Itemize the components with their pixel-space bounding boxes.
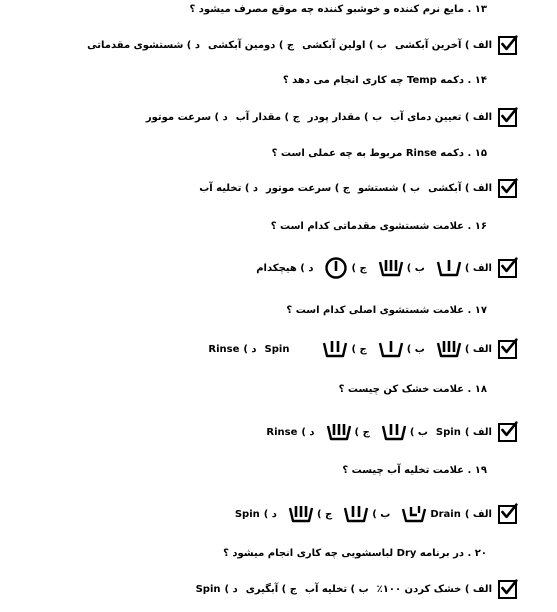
tub-three-bars-icon <box>288 504 314 524</box>
option-b[interactable]: ب ) اولین آبکشی <box>302 40 387 51</box>
option-a[interactable]: الف ) آبکشی <box>428 183 492 194</box>
question-15 <box>20 148 487 159</box>
option-a[interactable] <box>433 258 492 278</box>
option-label: ج ) <box>316 508 333 520</box>
tub-two-bars-icon <box>381 422 407 442</box>
tub-two-bars-icon <box>343 504 369 524</box>
options-15 <box>10 179 517 198</box>
options-13 <box>10 36 517 55</box>
option-c[interactable]: ج ) سرعت موتور <box>266 183 350 194</box>
question-16: ۱۶ . علامت شستشوی مقدماتی کدام است ؟ <box>270 221 487 232</box>
options-17 <box>10 339 517 359</box>
option-word-spin: Spin <box>195 584 221 595</box>
option-a[interactable]: الف ) آخرین آبکشی <box>394 40 492 51</box>
option-c[interactable]: ج ) آبگیری <box>245 584 297 595</box>
option-b[interactable]: ب ) شستشو <box>357 183 421 194</box>
keyword-dry: Dry <box>396 548 417 559</box>
tub-one-bar-icon <box>378 339 404 359</box>
drain-symbol-icon <box>401 504 427 524</box>
option-word-rinse: Rinse <box>266 426 298 438</box>
option-label: ب ) <box>406 343 425 355</box>
option-a[interactable] <box>433 339 492 359</box>
question-text-post: چه کاری انجام می دهد ؟ <box>282 75 404 86</box>
option-word-drain: Drain <box>430 508 461 520</box>
options-19 <box>10 504 517 524</box>
keyword-rinse: Rinse <box>405 148 437 159</box>
option-c[interactable] <box>323 422 370 442</box>
option-word-rinse: Rinse <box>208 343 240 355</box>
option-label: الف ) <box>464 508 492 520</box>
options-20 <box>10 580 517 599</box>
option-word-spin: Spin <box>234 508 260 520</box>
checked-box-icon[interactable] <box>498 36 517 55</box>
question-text-post: لباسشویی چه کاری انجام میشود ؟ <box>223 548 394 559</box>
power-symbol-icon <box>324 256 348 280</box>
question-13: ۱۳ . مایع نرم کننده و خوشبو کننده چه موقع مصرف میشود ؟ <box>189 4 487 15</box>
option-c[interactable] <box>265 339 367 359</box>
question-text-pre: ۲۰ . در برنامه <box>419 548 487 559</box>
tub-three-bars-icon <box>326 422 352 442</box>
option-label: الف ) <box>464 343 492 355</box>
tub-one-bar-icon <box>436 258 462 278</box>
option-c[interactable]: ج ) دومین آبکشی <box>208 40 295 51</box>
option-d[interactable]: د ) شستشوی مقدماتی <box>87 40 200 51</box>
question-text-pre: ۱۴ . دکمه <box>440 75 487 86</box>
option-word-spin: Spin <box>435 426 461 438</box>
checked-box-icon[interactable] <box>498 340 517 359</box>
question-20 <box>20 548 487 559</box>
option-d[interactable] <box>235 509 277 520</box>
question-19: ۱۹ . علامت تخلیه آب چیست ؟ <box>342 465 487 476</box>
option-label: ب ) <box>409 426 428 438</box>
option-a[interactable] <box>436 427 492 438</box>
tub-three-bars-icon <box>378 258 404 278</box>
option-label: ج ) <box>351 343 367 355</box>
options-16 <box>10 256 517 280</box>
option-b[interactable] <box>378 422 428 442</box>
option-label: د ) <box>263 508 277 520</box>
option-label: ب ) <box>372 508 391 520</box>
option-label: ج ) <box>354 426 370 438</box>
question-text-post: مربوط به چه عملی است ؟ <box>271 148 403 159</box>
option-label: الف ) <box>464 426 492 438</box>
option-label: د ) <box>224 584 238 595</box>
option-label: د ) <box>243 343 257 355</box>
options-14 <box>10 108 517 127</box>
option-a[interactable] <box>398 504 492 524</box>
checked-box-icon[interactable] <box>498 423 517 442</box>
option-label: ج ) <box>351 262 367 274</box>
option-a[interactable]: الف ) تعیین دمای آب <box>390 112 492 123</box>
tub-three-bars-icon <box>436 339 462 359</box>
option-b[interactable] <box>375 258 425 278</box>
checked-box-icon[interactable] <box>498 179 517 198</box>
checked-box-icon[interactable] <box>498 108 517 127</box>
option-label: د ) <box>301 426 315 438</box>
question-18: ۱۸ . علامت خشک کن چیست ؟ <box>338 384 487 395</box>
tub-two-bars-icon <box>322 339 348 359</box>
option-b[interactable] <box>375 339 425 359</box>
option-c[interactable] <box>321 256 366 280</box>
checked-box-icon[interactable] <box>498 505 517 524</box>
option-d[interactable]: د ) هیچکدام <box>256 262 314 274</box>
option-word-spin: Spin <box>264 343 290 355</box>
options-18 <box>10 422 517 442</box>
option-b[interactable] <box>340 504 390 524</box>
checked-box-icon[interactable] <box>498 259 517 278</box>
option-d[interactable]: د ) تخلیه آب <box>199 183 259 194</box>
question-17: ۱۷ . علامت شستشوی اصلی کدام است ؟ <box>286 305 487 316</box>
option-b[interactable]: ب ) تخلیه آب <box>304 584 369 595</box>
option-d[interactable]: د ) سرعت موتور <box>145 112 228 123</box>
question-14 <box>20 75 487 86</box>
option-d[interactable] <box>208 344 256 355</box>
checked-box-icon[interactable] <box>498 580 517 599</box>
option-d[interactable] <box>196 584 238 595</box>
option-label: الف ) <box>464 262 492 274</box>
option-c[interactable]: ج ) مقدار آب <box>235 112 300 123</box>
option-label: ب ) <box>406 262 425 274</box>
keyword-temp: Temp <box>406 75 437 86</box>
option-b[interactable]: ب ) مقدار پودر <box>307 112 383 123</box>
option-d[interactable] <box>266 427 314 438</box>
option-c[interactable] <box>285 504 332 524</box>
option-a[interactable]: الف ) خشک کردن ۱۰۰٪ <box>376 584 492 595</box>
question-text-pre: ۱۵ . دکمه <box>440 148 487 159</box>
